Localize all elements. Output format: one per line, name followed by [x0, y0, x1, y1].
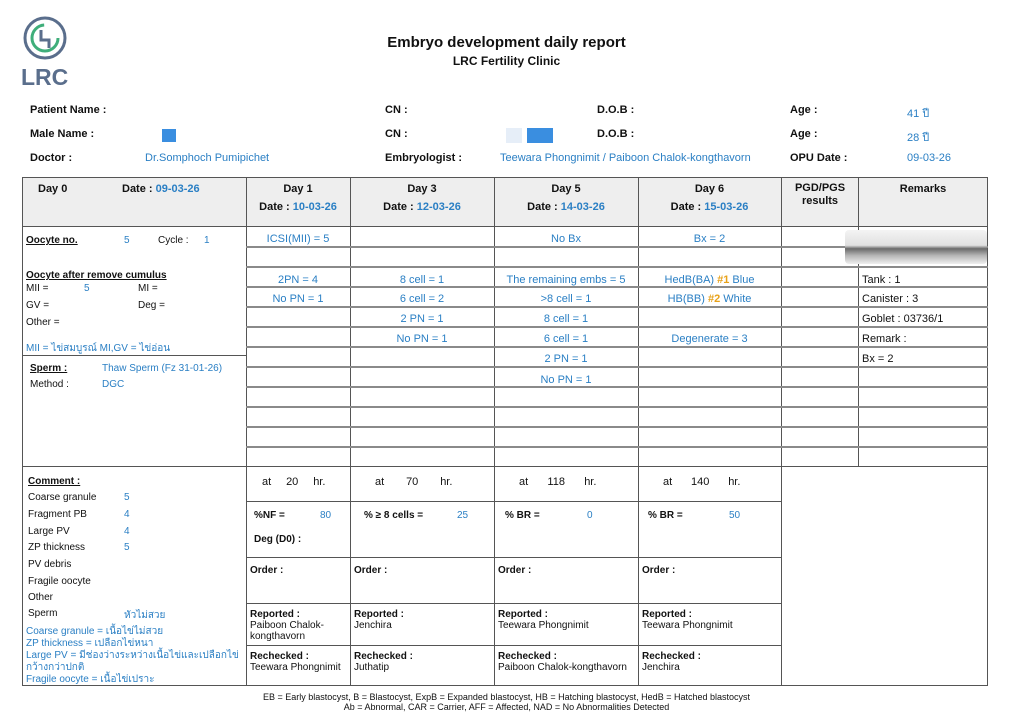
method-label: Method :	[30, 379, 69, 390]
reported-label: Reported :	[642, 609, 692, 620]
divider	[781, 177, 782, 686]
reported-name: Paiboon Chalok-kongthavorn	[250, 620, 324, 642]
comment-label-text: Coarse granule	[28, 492, 97, 503]
at-label: at	[663, 476, 673, 488]
row-line	[246, 366, 988, 368]
hours-day1	[262, 476, 325, 488]
day1-header	[246, 183, 350, 213]
day3-date	[350, 201, 494, 213]
comment-label-text: Large PV	[28, 526, 70, 537]
footer-legend-2: Ab = Abnormal, CAR = Carrier, AFF = Affected, NAD = No Abnormalities Detected	[343, 702, 670, 712]
day3-row: 8 cell = 1	[399, 274, 445, 286]
day0-date	[122, 183, 200, 195]
comment-value: 5	[124, 542, 130, 553]
divider	[246, 501, 782, 502]
male-name-redacted	[162, 129, 176, 142]
day5-date	[494, 201, 638, 213]
at-label: at	[375, 476, 385, 488]
divider	[246, 557, 782, 558]
row-line	[246, 426, 988, 428]
day0-header	[38, 183, 67, 195]
comment-label-text: Fragile oocyte	[28, 576, 91, 587]
metric-value: 50	[729, 510, 741, 521]
rechecked-name: Jenchira	[642, 662, 680, 673]
deg-label: Deg =	[138, 300, 165, 311]
remark-tank: Tank : 1	[862, 274, 901, 286]
reported-label: Reported :	[354, 609, 404, 620]
day6-text: Bx = 2	[693, 233, 726, 245]
day6-text: Blue	[729, 274, 755, 286]
day3-row: No PN = 1	[396, 333, 448, 345]
dob-label: D.O.B :	[597, 104, 635, 116]
day1-date	[246, 201, 350, 213]
male-cn-redacted	[506, 128, 553, 143]
day3-row: 2 PN = 1	[400, 313, 444, 325]
metric-label: %NF =	[254, 510, 285, 521]
comment-value: 4	[124, 526, 130, 537]
mii-value: 5	[84, 283, 90, 294]
divider	[246, 177, 247, 686]
remarks-header: Remarks	[899, 183, 947, 195]
at-label: at	[262, 476, 272, 488]
doctor-label: Doctor :	[30, 152, 73, 164]
mi-label: MI =	[138, 283, 158, 294]
day5-row: 2 PN = 1	[544, 353, 588, 365]
hr-label: hr.	[313, 476, 326, 488]
day6-text: HedB(BA)	[664, 274, 718, 286]
opu-value: 09-03-26	[907, 152, 952, 164]
day5-row: >8 cell = 1	[540, 293, 592, 305]
rechecked-block	[250, 651, 350, 673]
divider	[22, 466, 988, 467]
cn-label: CN :	[385, 104, 408, 116]
embryo-tag: #2	[707, 293, 721, 305]
row-line	[246, 326, 988, 328]
rechecked-block	[354, 651, 490, 673]
hours-day3	[375, 476, 452, 488]
hours-day5	[519, 476, 596, 488]
day6-date-value: 15-03-26	[704, 201, 749, 213]
note-line: ZP thickness = เปลือกไข่หนา	[26, 638, 154, 649]
comment-value: หัวไม่สวย	[124, 610, 166, 621]
remark-canister: Canister : 3	[862, 293, 919, 305]
comment-label-text: Sperm	[28, 608, 58, 619]
hour-value: 20	[286, 476, 299, 488]
opu-label: OPU Date :	[790, 152, 848, 164]
embryologist-value: Teewara Phongnimit / Paiboon Chalok-kongthavorn	[500, 152, 751, 164]
metric-label: % ≥ 8 cells =	[364, 510, 424, 521]
metric-value: 25	[457, 510, 469, 521]
metric-label: % BR =	[648, 510, 683, 521]
day0-label: Day 0	[38, 183, 68, 195]
divider	[246, 645, 782, 646]
rechecked-label: Rechecked :	[642, 651, 701, 662]
report-subtitle: LRC Fertility Clinic	[452, 54, 561, 68]
clinic-logo	[20, 14, 72, 90]
rechecked-label: Rechecked :	[354, 651, 413, 662]
day0-date-value: 09-03-26	[155, 183, 200, 195]
oocyte-no-label: Oocyte no.	[26, 235, 78, 246]
comment-label-text: Fragment PB	[28, 509, 87, 520]
metric-value: 80	[320, 510, 332, 521]
mii-label: MII =	[26, 283, 49, 294]
after-cumulus-label: Oocyte after remove cumulus	[26, 270, 167, 281]
doctor-value: Dr.Somphoch Pumipichet	[145, 152, 270, 164]
divider	[22, 226, 988, 227]
date-label: Date :	[122, 183, 153, 195]
footer-legend-1: EB = Early blastocyst, B = Blastocyst, ExpB = Expanded blastocyst, HB = Hatching blastocyst, HedB = Hatched blastocyst	[263, 692, 750, 702]
day3-header	[350, 183, 494, 213]
row-line	[246, 346, 988, 348]
day5-row: No PN = 1	[540, 374, 592, 386]
maturity-note: MII = ไข่สมบูรณ์ MI,GV = ไข่อ่อน	[26, 343, 171, 354]
embryologist-label: Embryologist :	[385, 152, 463, 164]
female-age-value: 41 ปี	[907, 108, 930, 120]
divider	[638, 177, 639, 686]
day6-label: Day 6	[694, 183, 725, 195]
comment-value: 5	[124, 492, 130, 503]
day6-date	[638, 201, 781, 213]
day1-row: ICSI(MII) = 5	[266, 233, 330, 245]
rechecked-name: Juthatip	[354, 662, 390, 673]
date-label: Date :	[670, 201, 702, 213]
reported-label: Reported :	[498, 609, 548, 620]
male-age-value: 28 ปี	[907, 132, 930, 144]
day3-date-value: 12-03-26	[416, 201, 461, 213]
reported-name: Teewara Phongnimit	[498, 620, 589, 631]
day3-row: 6 cell = 2	[399, 293, 445, 305]
remark-goblet: Goblet : 03736/1	[862, 313, 944, 325]
reported-block	[354, 609, 490, 631]
reported-name: Teewara Phongnimit	[642, 620, 733, 631]
day5-row: 6 cell = 1	[543, 333, 589, 345]
male-cn-label: CN :	[385, 128, 408, 140]
row-line	[246, 286, 988, 288]
rechecked-name: Paiboon Chalok-kongthavorn	[498, 662, 627, 673]
day6-row	[638, 233, 781, 245]
day5-label: Day 5	[551, 183, 581, 195]
row-line	[246, 446, 988, 448]
note-line: กว้างกว่าปกติ	[26, 662, 85, 673]
rechecked-label: Rechecked :	[250, 651, 309, 662]
day5-header	[494, 183, 638, 213]
day6-row	[638, 333, 781, 345]
order-label: Order :	[498, 565, 532, 576]
hour-value: 140	[691, 476, 710, 488]
note-line: Large PV = มีช่องว่างระหว่างเนื้อไข่และเปลือกไข่	[26, 650, 239, 661]
remark-bx: Bx = 2	[862, 353, 894, 365]
hr-label: hr.	[440, 476, 453, 488]
hr-label: hr.	[584, 476, 597, 488]
divider	[350, 177, 351, 686]
gv-label: GV =	[26, 300, 50, 311]
rechecked-name: Teewara Phongnimit	[250, 662, 341, 673]
divider	[246, 603, 782, 604]
date-label: Date :	[259, 201, 290, 213]
day5-row: The remaining embs = 5	[506, 274, 626, 286]
row-line	[246, 306, 988, 308]
method-value: DGC	[102, 379, 125, 390]
remarks-redacted	[845, 230, 987, 264]
metric-value: 0	[587, 510, 593, 521]
comment-label: Comment :	[28, 476, 81, 487]
hour-value: 118	[547, 476, 565, 488]
divider	[858, 177, 859, 466]
day6-row	[638, 274, 781, 286]
order-label: Order :	[642, 565, 676, 576]
reported-block	[498, 609, 634, 631]
male-dob-label: D.O.B :	[597, 128, 635, 140]
cycle-value: 1	[204, 235, 210, 246]
reported-block	[642, 609, 778, 631]
age-label: Age :	[790, 104, 818, 116]
order-label: Order :	[250, 565, 284, 576]
day5-date-value: 14-03-26	[560, 201, 605, 213]
comment-label-text: Other	[28, 592, 54, 603]
metric-label: % BR =	[505, 510, 540, 521]
day6-row	[638, 293, 781, 305]
day6-text: Degenerate = 3	[671, 333, 748, 345]
embryo-tag: #1	[717, 274, 730, 286]
reported-name: Jenchira	[354, 620, 392, 631]
row-line	[246, 386, 988, 388]
remark-label: Remark :	[862, 333, 907, 345]
patient-name-label: Patient Name :	[30, 104, 107, 116]
comment-label-text: ZP thickness	[28, 542, 86, 553]
cycle-label: Cycle :	[158, 235, 189, 246]
day1-label: Day 1	[283, 183, 313, 195]
day1-row: 2PN = 4	[277, 274, 319, 286]
order-label: Order :	[354, 565, 388, 576]
divider	[494, 177, 495, 686]
oocyte-no-value: 5	[124, 235, 130, 246]
day3-label: Day 3	[407, 183, 437, 195]
row-line	[246, 266, 988, 268]
note-line: Coarse granule = เนื้อไข่ไม่สวย	[26, 626, 164, 637]
note-line: Fragile oocyte = เนื้อไข่เปราะ	[26, 674, 155, 685]
hour-value: 70	[406, 476, 419, 488]
male-age-label: Age :	[790, 128, 818, 140]
rechecked-block	[642, 651, 778, 673]
row-line	[246, 406, 988, 408]
sperm-label: Sperm :	[30, 363, 68, 374]
day1-date-value: 10-03-26	[292, 201, 337, 213]
deg-d0-label: Deg (D0) :	[254, 534, 302, 545]
logo-text: LRC	[21, 64, 69, 90]
male-name-label: Male Name :	[30, 128, 95, 140]
day5-row: 8 cell = 1	[543, 313, 589, 325]
pgd-header: PGD/PGS results	[794, 182, 846, 207]
comment-label-text: PV debris	[28, 559, 72, 570]
date-label: Date :	[527, 201, 558, 213]
date-label: Date :	[383, 201, 414, 213]
at-label: at	[519, 476, 529, 488]
hr-label: hr.	[728, 476, 741, 488]
day6-header	[638, 183, 781, 213]
reported-block	[250, 609, 346, 642]
sperm-value: Thaw Sperm (Fz 31-01-26)	[102, 363, 223, 374]
day6-text: White	[720, 293, 752, 305]
day6-text: HB(BB)	[667, 293, 708, 305]
comment-value: 4	[124, 509, 130, 520]
rechecked-block	[498, 651, 636, 673]
day1-row: No PN = 1	[272, 293, 324, 305]
reported-label: Reported :	[250, 609, 300, 620]
other-label: Other =	[26, 317, 60, 328]
hours-day6	[663, 476, 740, 488]
report-title: Embryo development daily report	[387, 34, 626, 51]
day5-row: No Bx	[551, 233, 581, 245]
rechecked-label: Rechecked :	[498, 651, 557, 662]
